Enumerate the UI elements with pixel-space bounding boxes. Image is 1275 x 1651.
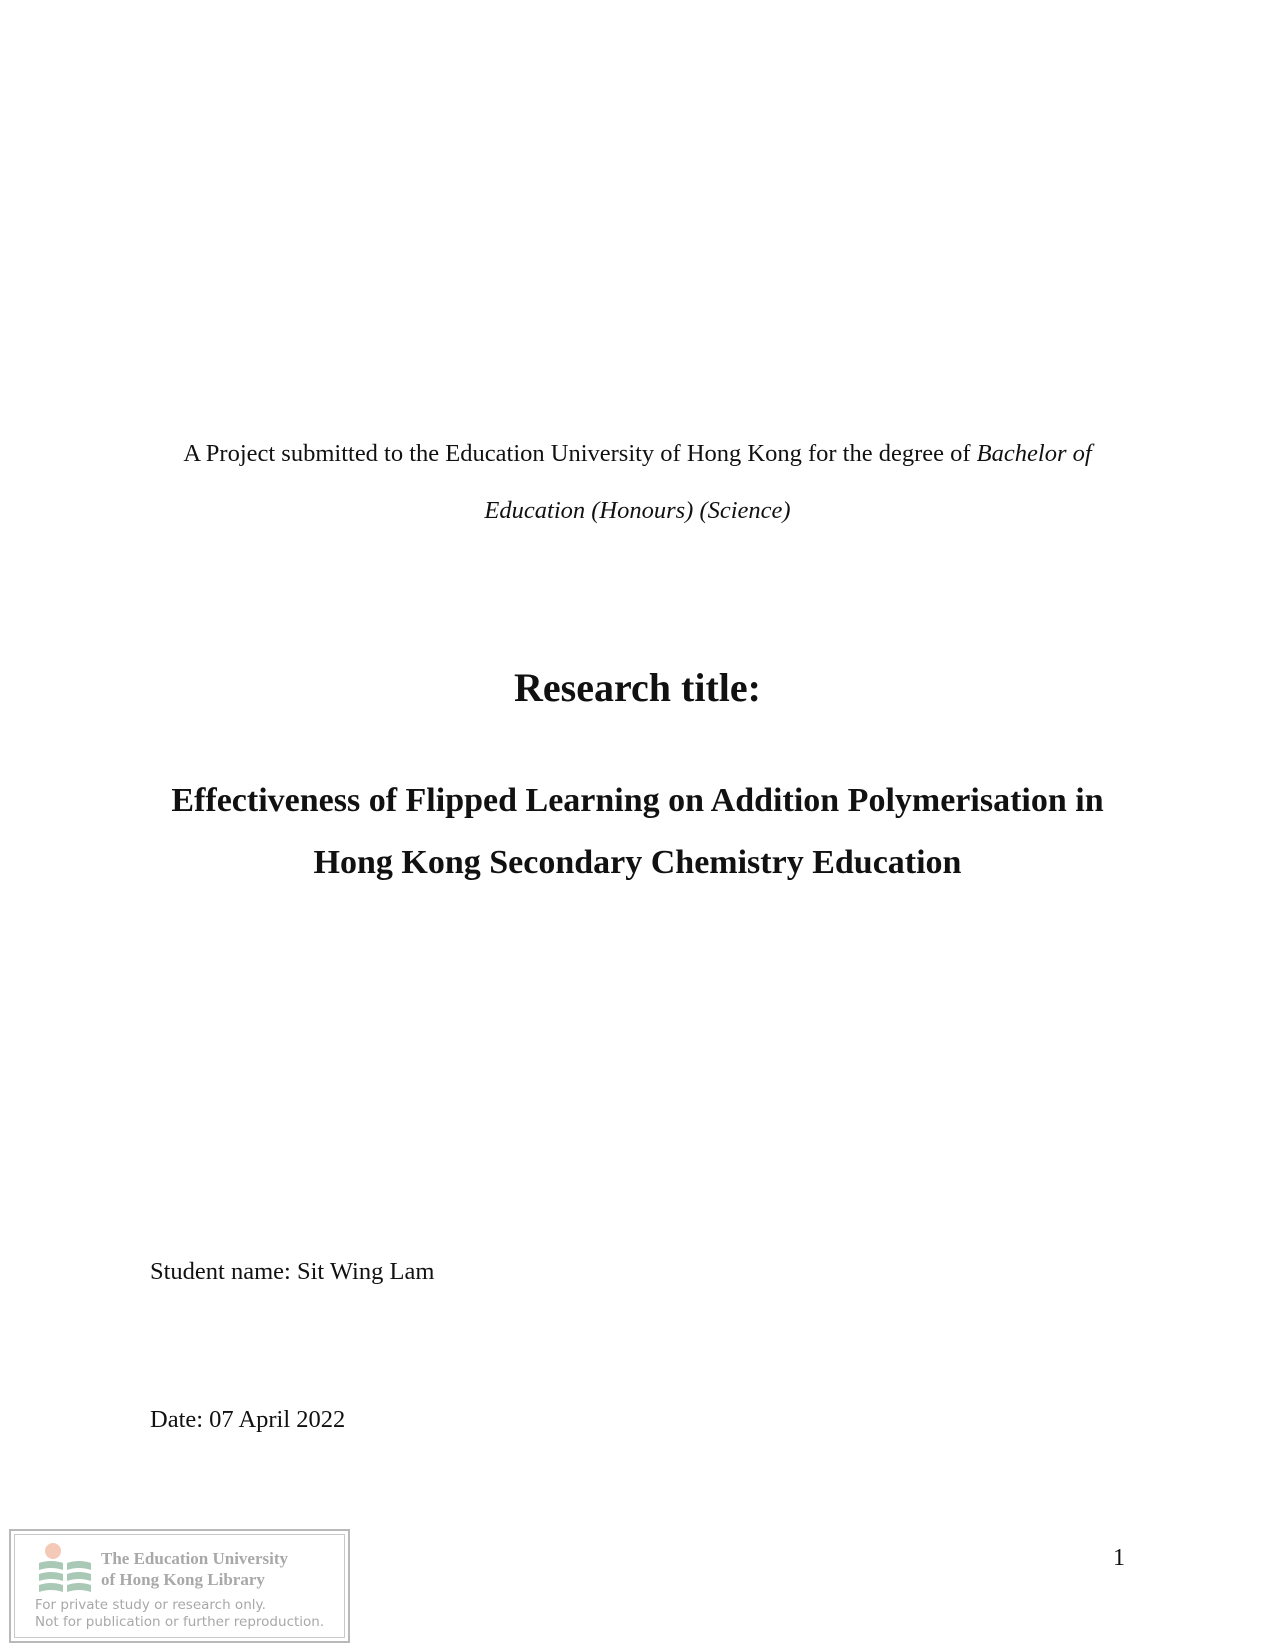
- research-title-line-2: Hong Kong Secondary Chemistry Education: [313, 844, 962, 881]
- degree-name: Bachelor of Education (Honours) (Science): [484, 440, 1092, 524]
- research-title: [110, 770, 1165, 894]
- stamp-usage-note-1: For private study or research only.: [35, 1597, 266, 1613]
- stamp-library-name-line-2: of Hong Kong Library: [101, 1570, 265, 1589]
- page-number: 1: [1113, 1545, 1125, 1571]
- stamp-usage-note-2: Not for publication or further reproduction.: [35, 1614, 325, 1630]
- research-title-label: Research title:: [514, 665, 761, 710]
- student-name: Student name: Sit Wing Lam: [150, 1258, 435, 1285]
- submission-text: A Project submitted to the Education University of Hong Kong for the degree of: [183, 440, 977, 467]
- library-watermark-stamp: [9, 1529, 350, 1643]
- stamp-library-name-line-1: The Education University: [101, 1549, 289, 1568]
- submission-statement: [150, 425, 1125, 539]
- research-title-line-1: Effectiveness of Flipped Learning on Addition Polymerisation in: [171, 782, 1104, 819]
- library-logo-icon: [35, 1543, 97, 1595]
- submission-date: Date: 07 April 2022: [150, 1406, 346, 1433]
- stamp-frame: [14, 1534, 345, 1638]
